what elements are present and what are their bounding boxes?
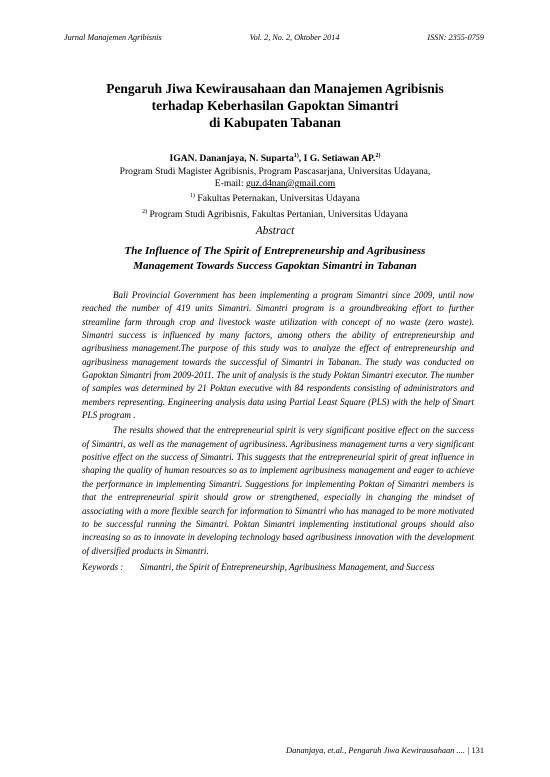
- english-title-line: Management Towards Success Gapoktan Simantri in Tabanan: [133, 260, 417, 272]
- email-label: E-mail:: [214, 178, 246, 189]
- running-header: [64, 33, 484, 42]
- keywords-text: Simantri, the Spirit of Entrepreneurship, Agribusiness Management, and Success: [140, 562, 435, 572]
- abstract-paragraph: The results showed that the entrepreneurial spirit is very significant positive effect on the success of Simantri, as well as the management of agribusiness. Agribusiness management turns a very significant positive effect on the success of Simantri. This suggests that the entrepreneurial spirit of great influence in shaping the quality of human resources so as to implement agribusiness management and eager to achieve the performance in implementing Simantri. Suggestions for implementing Poktan of Simantri members is that the entrepreneurial spirit should grow or strengthened, especially in changing the mindset of associating with a more flexible search for information to Simantri who has managed to be more motivated to be successful running the Simantri. Poktan Simantri implementing institutional groups should also increasing so as to innovate in developing technology based agribusiness innovation with the development of diversified products in Simantri.: [82, 425, 474, 556]
- affiliation-mark: 2): [142, 209, 148, 215]
- abstract-paragraph: Bali Provincial Government has been implementing a program Simantri since 2009, until now reached the number of 419 units Simantri. Simantri program is a groundbreaking effort to further streamline farm through crop and livestock waste utilization with concept of no waste (zero waste). Simantri success is influenced by many factors, among others the ability of entrepreneurship and agribusiness management.The purpose of this study was to analyze the effect of entrepreneurship and agribusiness management towards the successful of Simantri in Tabanan. The study was conducted on Gapoktan Simantri from 2009-2011. The unit of analysis is the study Poktan Simantri executor. The number of samples was determined by 21 Poktan executive with 84 respondents consisting of administrators and members representing. Engineering analysis data using Partial Least Square (PLS) with the help of Smart PLS program .: [82, 290, 474, 421]
- footer-citation: Dananjaya, et.al., Pengaruh Jiwa Kewirausahaan .... |: [286, 746, 472, 755]
- affiliation-main: Program Studi Magister Agribisnis, Program Pascasarjana, Universitas Udayana,: [119, 165, 431, 177]
- affiliation-1: [40, 190, 510, 206]
- abstract-heading: Abstract: [255, 225, 295, 237]
- volume-info: Vol. 2, No. 2, Oktober 2014: [249, 33, 340, 42]
- english-title: [40, 244, 510, 274]
- affiliation-text: Fakultas Peternakan, Universitas Udayana: [195, 193, 360, 205]
- issn: ISSN: 2355-0759: [427, 33, 484, 42]
- affiliation-text: Program Studi Agribisnis, Fakultas Pertanian, Universitas Udayana: [147, 209, 408, 221]
- affiliation-mark: 1): [190, 193, 196, 200]
- page-footer: [286, 746, 484, 755]
- title-line: Pengaruh Jiwa Kewirausahaan dan Manajemen Agribisnis: [106, 81, 444, 96]
- page-number: 131: [471, 746, 484, 755]
- author-names: [40, 150, 510, 166]
- author-block: [40, 150, 510, 222]
- author-affiliation-mark: 1): [293, 153, 299, 159]
- paper-title: [40, 80, 510, 131]
- email-line: [40, 178, 510, 190]
- author-name: , I G. Setiawan AP.: [298, 153, 376, 165]
- affiliation-2: [40, 206, 510, 222]
- email-link[interactable]: guz.d4nan@gmail.com: [245, 178, 336, 189]
- english-title-line: The Influence of The Spirit of Entrepreneurship and Agribusiness: [124, 245, 426, 257]
- abstract-body: [82, 289, 474, 558]
- title-line: di Kabupaten Tabanan: [209, 115, 341, 130]
- keywords-label: Keywords :: [82, 562, 124, 572]
- author-name: IGAN. Dananjaya, N. Suparta: [169, 153, 294, 165]
- keywords: [82, 561, 474, 574]
- author-affiliation-mark: 2): [375, 153, 381, 159]
- journal-name: Jurnal Manajemen Agribisnis: [64, 33, 162, 42]
- title-line: terhadap Keberhasilan Gapoktan Simantri: [151, 98, 399, 113]
